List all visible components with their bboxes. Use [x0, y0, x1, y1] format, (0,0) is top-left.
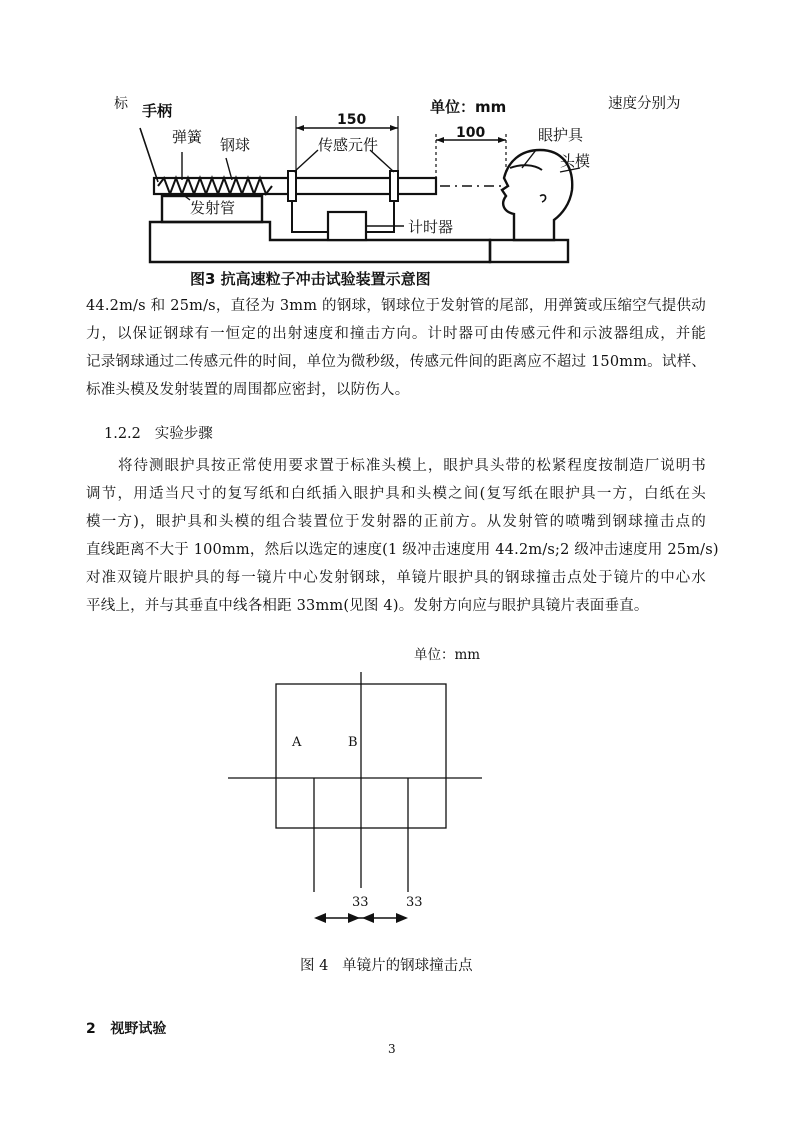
fig3-label-eye-protector: 眼护具 — [538, 126, 584, 144]
fig4-caption: 图 4 单镜片的钢球撞击点 — [300, 958, 473, 974]
text-line: 44.2m/s 和 25m/s，直径为 3mm 的钢球，钢球位于发射管的尾部，用弹簧或压缩空气提供动 — [86, 298, 706, 314]
fig3-unit-label: 单位：mm — [430, 98, 507, 116]
text-line: 平线上，并与其垂直中线各相距 33mm(见图 4)。发射方向应与眼护具镜片表面垂直。 — [86, 598, 649, 614]
fig4-point-b: B — [348, 735, 358, 750]
text-line: 对准双镜片眼护具的每一镜片中心发射钢球，单镜片眼护具的钢球撞击点处于镜片的中心水 — [86, 570, 706, 586]
fig3-label-ball: 钢球 — [220, 136, 251, 154]
fig3-label-timer: 计时器 — [408, 218, 454, 236]
fig4-dim-left: 33 — [352, 895, 369, 910]
fig3-label-spring: 弹簧 — [172, 128, 203, 146]
section-heading-1-2-2: 1.2.2 实验步骤 — [104, 426, 213, 442]
fig3-label-sensor: 传感元件 — [318, 136, 379, 154]
fig3-top-right-text: 速度分别为 — [608, 96, 681, 112]
text-line: 直线距离不大于 100mm，然后以选定的速度(1 级冲击速度用 44.2m/s;2 级冲击速度用 25m/s) — [86, 542, 719, 558]
fig3-caption: 图3 抗高速粒子冲击试验装置示意图 — [190, 270, 431, 288]
fig3-label-head: 头模 — [560, 152, 591, 170]
paragraph-test-procedure — [86, 452, 719, 620]
fig3-label-handle: 手柄 — [142, 102, 173, 120]
text-line: 将待测眼护具按正常使用要求置于标准头模上，眼护具头带的松紧程度按制造厂说明书 — [118, 458, 706, 474]
fig4-point-a: A — [292, 735, 302, 750]
text-line: 调节，用适当尺寸的复写纸和白纸插入眼护具和头模之间(复写纸在眼护具一方，白纸在头 — [86, 486, 706, 502]
spring-coils — [158, 178, 272, 194]
text-line: 模一方)，眼护具和头模的组合装置位于发射器的正前方。从发射管的喷嘴到钢球撞击点的 — [86, 514, 706, 530]
text-line: 力，以保证钢球有一恒定的出射速度和撞击方向。计时器可由传感元件和示波器组成，并能 — [86, 326, 706, 342]
text-line: 记录钢球通过二传感元件的时间，单位为微秒级，传感元件间的距离应不超过 150mm。试样、 — [86, 354, 706, 370]
fig4-unit-label: 单位：mm — [414, 647, 481, 663]
fig3-top-left-char: 标 — [114, 96, 128, 112]
sensor-right — [390, 171, 398, 201]
figure-4-diagram — [0, 660, 794, 930]
head-mount — [490, 240, 568, 262]
section-heading-2: 2 视野试验 — [86, 1021, 167, 1037]
fig3-dim-150: 150 — [337, 112, 367, 128]
fig3-label-launch-tube: 发射管 — [190, 199, 236, 217]
fig4-dim-right: 33 — [406, 895, 423, 910]
figure-3-diagram — [0, 0, 794, 290]
sensor-left — [288, 171, 296, 201]
fig3-dim-100: 100 — [456, 125, 486, 141]
page-number: 3 — [388, 1042, 396, 1056]
text-line: 标准头模及发射装置的周围都应密封，以防伤人。 — [86, 382, 410, 398]
timer-box — [328, 212, 366, 240]
paragraph-launch-description — [86, 292, 706, 404]
